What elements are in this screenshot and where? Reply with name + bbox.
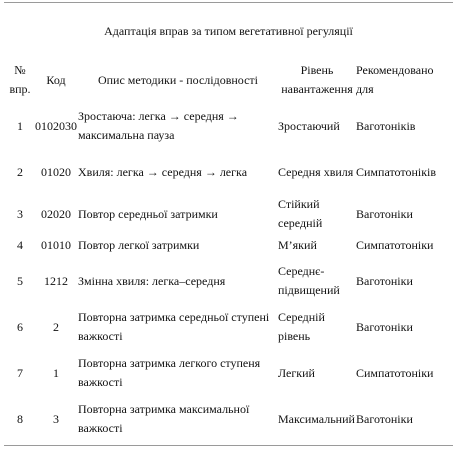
header-code: Код: [46, 72, 66, 87]
table-row: [6, 350, 452, 396]
cell-rec: Ваготоніків: [356, 118, 416, 133]
cell-code: 3: [53, 411, 59, 426]
cell-desc: Змінна хвиля: легка–середня: [78, 273, 226, 288]
cell-code: 01010: [41, 238, 71, 252]
cell-desc: Повторна затримка середньої ступені важкості: [78, 310, 270, 343]
cell-desc: Повтор легкої затримки: [78, 238, 200, 252]
cell-code: 1: [53, 365, 59, 380]
cell-num: 8: [17, 411, 23, 426]
cell-desc: Повтор середньої затримки: [78, 206, 218, 221]
cell-rec: Ваготоніки: [356, 319, 413, 334]
cell-rec: Симпатотоніки: [356, 365, 434, 380]
cell-level: М’який: [278, 238, 317, 252]
cell-rec: Ваготоніки: [356, 273, 413, 288]
cell-level: Стійкий середній: [278, 197, 323, 230]
table-row: [6, 103, 452, 149]
cell-code: 01020: [41, 164, 71, 179]
cell-rec: Ваготоніки: [356, 206, 413, 221]
header-rec: Рекомендовано для: [356, 63, 434, 96]
cell-num: 1: [17, 118, 23, 133]
cell-code: 0102030: [35, 118, 77, 133]
cell-level: Зростаючий: [278, 118, 340, 133]
cell-desc: Повторна затримка максимальної важкості: [78, 402, 250, 435]
table-row: [6, 149, 452, 195]
cell-level: Середнє-підвищений: [278, 264, 340, 297]
cell-num: 5: [17, 273, 23, 288]
table-row: [6, 258, 452, 304]
cell-num: 7: [17, 365, 23, 380]
cell-rec: Симпатотоніків: [356, 164, 437, 179]
cell-desc: Повторна затримка легкого ступеня важкості: [78, 356, 261, 389]
cell-level: Максимальний: [278, 411, 355, 426]
cell-code: 1212: [44, 273, 68, 288]
cell-rec: Симпатотоніки: [356, 238, 434, 252]
cell-desc: Хвиля: легка → середня → легка: [78, 164, 248, 179]
table-title: Адаптація вправ за типом вегетативної регуляції: [104, 24, 353, 38]
table-row: [6, 396, 452, 442]
table-row: [6, 233, 452, 258]
cell-level: Середня хвиля: [278, 164, 354, 179]
table-row: [6, 195, 452, 233]
header-num: № впр.: [9, 63, 31, 96]
cell-level: Середній рівень: [278, 310, 325, 343]
header-row: [6, 57, 452, 103]
cell-code: 02020: [41, 206, 71, 221]
cell-num: 4: [17, 238, 23, 252]
cell-num: 6: [17, 319, 23, 334]
cell-desc: Зростаюча: легка → середня → максимальна пауза: [78, 109, 239, 142]
header-level: Рівень навантаження: [281, 63, 353, 96]
cell-level: Легкий: [278, 365, 315, 380]
table-row: [6, 304, 452, 350]
header-desc: Опис методики - послідовності: [97, 72, 259, 87]
exercise-table: [6, 57, 452, 442]
cell-code: 2: [53, 319, 59, 334]
cell-rec: Ваготоніки: [356, 411, 413, 426]
cell-num: 2: [17, 164, 23, 179]
cell-num: 3: [17, 206, 23, 221]
